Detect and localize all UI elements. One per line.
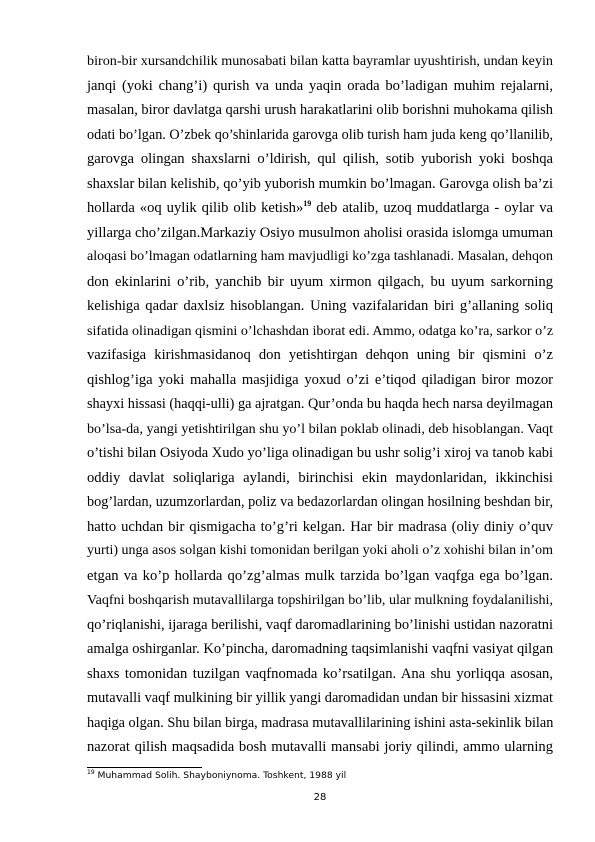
text-fragment: deb atalib, uzoq muddatlarga - oylar va (311, 200, 553, 216)
text-line: Vaqfni boshqarish mutavallilarga topshirilgan bo’lib, ular mulkning foydalanilishi, (87, 592, 553, 608)
text-line: haqiga olgan. Shu bilan birga, madrasa mutavallilarining ishini asta-sekinlik bilan (87, 714, 554, 731)
text-line: shaxslar bilan kelishib, qo’yib yuborish mumkin bo’lmagan. Garovga olish ba’zi (87, 175, 553, 192)
text-line: sifatida olinadigan qismini o’lchashdan iborat edi. Ammo, odatga ko’ra, sarkor o’z (87, 322, 554, 339)
footnote-marker: 19 (87, 768, 95, 776)
text-line: janqi (yoki chang’i) qurish va unda yaqin orada bo’ladigan muhim rejalarni, (87, 77, 553, 94)
footnote-reference[interactable]: 19 (303, 199, 312, 209)
page-number: 28 (313, 792, 327, 803)
text-line: hatto uchdan bir qismigacha to’g’ri kelgan. Har bir madrasa (oliy diniy o’quv (87, 518, 553, 535)
text-line: vazifasiga kirishmasidanoq don yetishtirgan dehqon uning bir qismini o’z (87, 347, 553, 363)
text-line: mutavalli vaqf mulkining bir yillik yangi daromadidan undan bir hissasini xizmat (87, 690, 553, 706)
text-line: o’tishi bilan Osiyoda Xudo yo’liga olinadigan bu ushr solig’i xiroj va tanob kabi (87, 445, 553, 461)
footnote-separator (87, 767, 202, 768)
text-line: odati bo’lgan. O’zbek qo’shinlarida garovga olib turish ham juda keng qo’llanilib, (87, 126, 553, 143)
text-line: qishlog’iga yoki mahalla masjidiga yoxud o’zi e’tiqod qiladigan biror mozor (87, 371, 553, 388)
text-line: aloqasi bo’lmagan odatlarning ham mavjudligi ko’zga tashlanadi. Masalan, dehqon (87, 249, 554, 264)
text-line: bog’lardan, uzumzorlardan, poliz va bedazorlardan olingan hosilning beshdan bir, (87, 494, 553, 510)
text-line: don ekinlarini o’rib, yanchib bir uyum xirmon qilgach, bu uyum sarkorning (87, 273, 553, 290)
footnote-text: Muhammad Solih. Shayboniynoma. Toshkent, 1988 yil (94, 770, 347, 781)
text-line: yurti) unga asos solgan kishi tomonidan berilgan yoki aholi o’z xohishi bilan in’om (87, 543, 553, 558)
text-line: masalan, biror davlatga qarshi urush harakatlarini olib borishni muhokama qilish (87, 102, 553, 118)
text-line: shayxi hissasi (haqqi-ulli) ga ajratgan. Qur’onda bu haqda hech narsa deyilmagan (87, 396, 553, 412)
text-line: shaxs tomonidan tuzilgan vaqfnomada ko’rsatilgan. Ana shu yorliqqa asosan, (87, 665, 553, 682)
text-line-with-footnote-ref (87, 196, 553, 221)
text-line: garovga olingan shaxslarni o’ldirish, qul qilish, sotib yuborish yoki boshqa (87, 151, 553, 167)
footnote (87, 770, 346, 782)
text-line: kelishiga qadar daxlsiz hisoblangan. Uning vazifalaridan biri g’allaning soliq (87, 298, 553, 314)
text-line: biron-bir xursandchilik munosabati bilan katta bayramlar uyushtirish, undan keyin (87, 53, 553, 69)
text-line: yillarga cho’zilgan.Markaziy Osiyo musulmon aholisi orasida islomga umuman (87, 224, 553, 241)
body-paragraph (87, 49, 553, 760)
text-line: oddiy davlat soliqlariga aylandi, birinchisi ekin maydonlaridan, ikkinchisi (87, 469, 553, 486)
text-line: qo’riqlanishi, ijaraga berilishi, vaqf daromadlarining bo’linishi ustidan nazoratni (87, 616, 553, 633)
text-line: amalga oshirganlar. Ko’pincha, daromadning taqsimlanishi vaqfni vasiyat qilgan (87, 641, 554, 657)
text-line: bo’lsa-da, yangi yetishtirilgan shu yo’l bilan poklab olinadi, deb hisoblangan. Vaqt (87, 420, 553, 437)
text-line: etgan va ko’p hollarda qo’zg’almas mulk tarzida bo’lgan vaqfga ega bo’lgan. (87, 567, 553, 584)
text-fragment: hollarda «oq uylik qilib olib ketish» (87, 200, 304, 216)
text-line: nazorat qilish maqsadida bosh mutavalli mansabi joriy qilindi, ammo ularning (87, 739, 553, 755)
